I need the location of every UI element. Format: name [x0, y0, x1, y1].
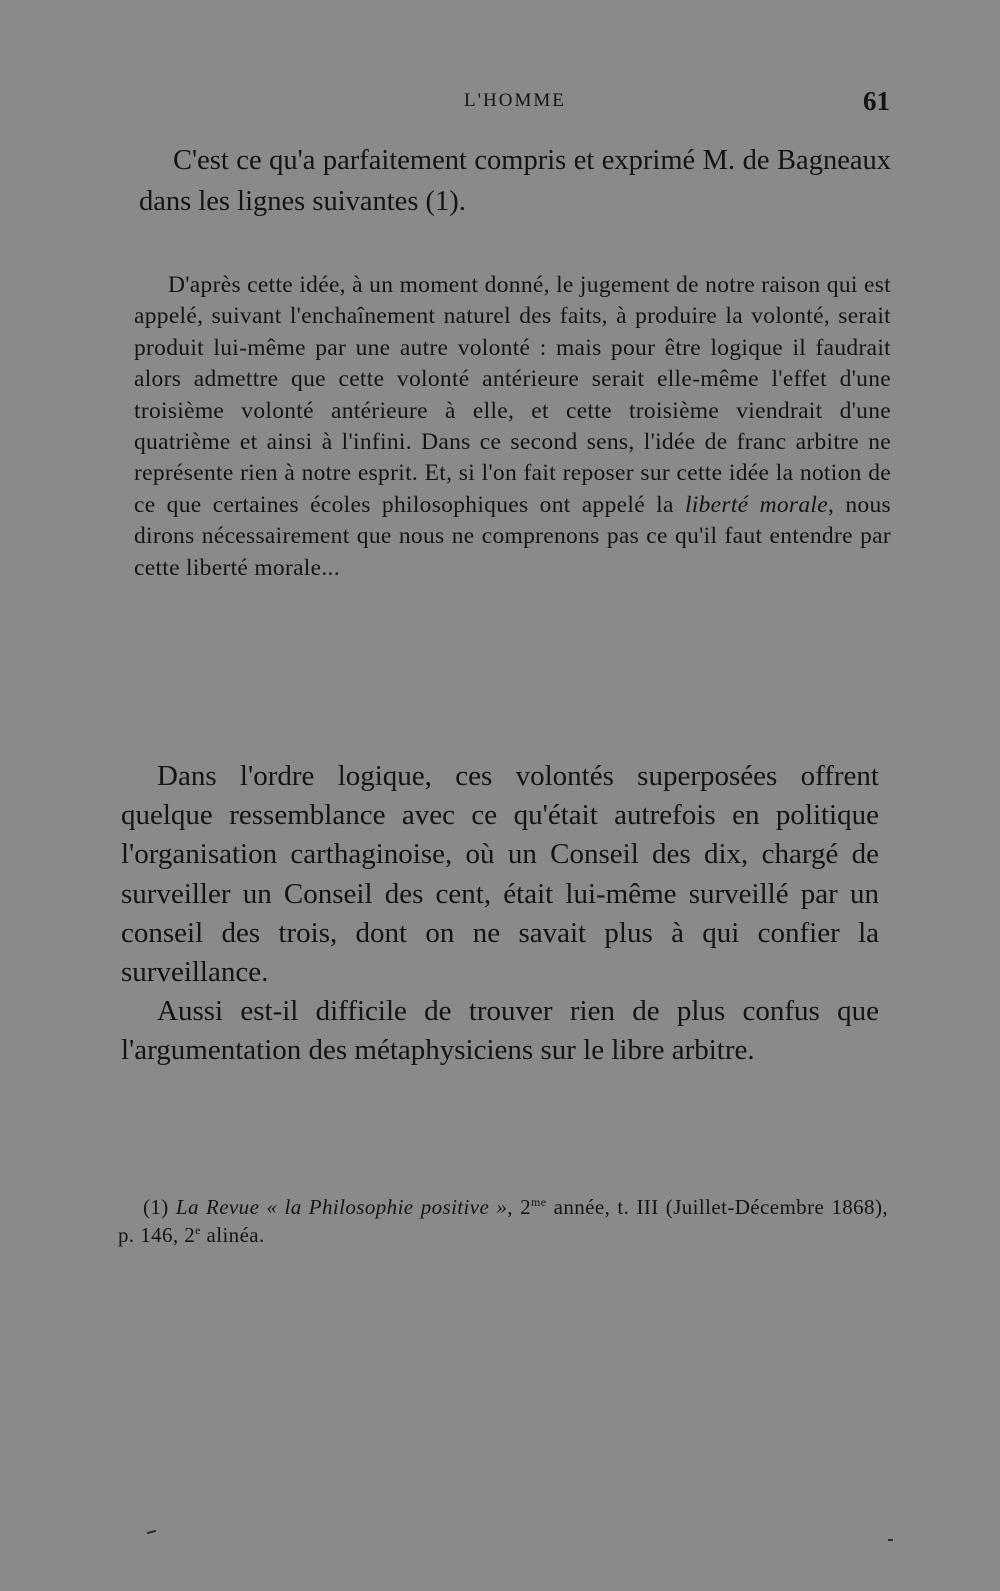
footnote-volume: année, t. III: [546, 1195, 659, 1219]
quote-text: D'après cette idée, à un moment donné, le jugement de notre raison qui est appelé, suivant l'enchaînement naturel des faits, à produire la volonté, serait produit lui-même par une autre volonté : mais pour être logique il faudrait alors admettre que cette volonté antérieure serait elle-même l'effet d'une troisième volonté antérieure à elle, et cette troisième viendrait d'une quatrième et ainsi à l'infini. Dans ce second sens, l'idée de franc arbitre ne représente rien à notre esprit. Et, si l'on fait reposer sur cette idée la notion de ce que certaines écoles philosophiques ont appelé la: [134, 272, 891, 518]
paper-speck: [888, 1539, 893, 1541]
quote-text-end: , nous dirons nécessairement que nous ne comprenons pas ce qu'il faut entendre par cette liberté morale...: [134, 491, 891, 581]
footnote-edition: , 2: [507, 1195, 531, 1219]
footnote-edition-sup: me: [531, 1195, 547, 1209]
footnote-alinea: alinéa.: [200, 1223, 265, 1247]
page-header: [132, 86, 890, 126]
body-paragraph-2: Aussi est-il difficile de trouver rien de plus confus que l'argumentation des métaphysiciens sur le libre arbitre.: [121, 995, 879, 1067]
body-text: [121, 757, 879, 1071]
intro-paragraph: C'est ce qu'a parfaitement compris et exprimé M. de Bagneaux dans les lignes suivantes (1).: [139, 145, 891, 217]
quote-italic-term: liberté morale: [684, 491, 828, 518]
footnote-source: La Revue « la Philosophie positive »: [175, 1195, 508, 1219]
running-head: L'HOMME: [464, 90, 566, 111]
footnote-marker: (1): [143, 1195, 169, 1219]
footnote-alinea-sup: e: [195, 1223, 201, 1237]
paper-speck: [147, 1530, 156, 1534]
footnote: [118, 1193, 888, 1249]
page-number: 61: [863, 86, 890, 116]
body-paragraph-1: Dans l'ordre logique, ces volontés superposées offrent quelque ressemblance avec ce qu'était autrefois en politique l'organisation carthaginoise, où un Conseil des dix, chargé de surveiller un Conseil des cent, était lui-même surveillé par un conseil des trois, dont on ne savait plus à qui confier la surveillance.: [121, 760, 879, 989]
footnote-dates: (Juillet-Décembre 1868), p. 146, 2: [118, 1195, 888, 1247]
block-quote: [134, 270, 891, 584]
